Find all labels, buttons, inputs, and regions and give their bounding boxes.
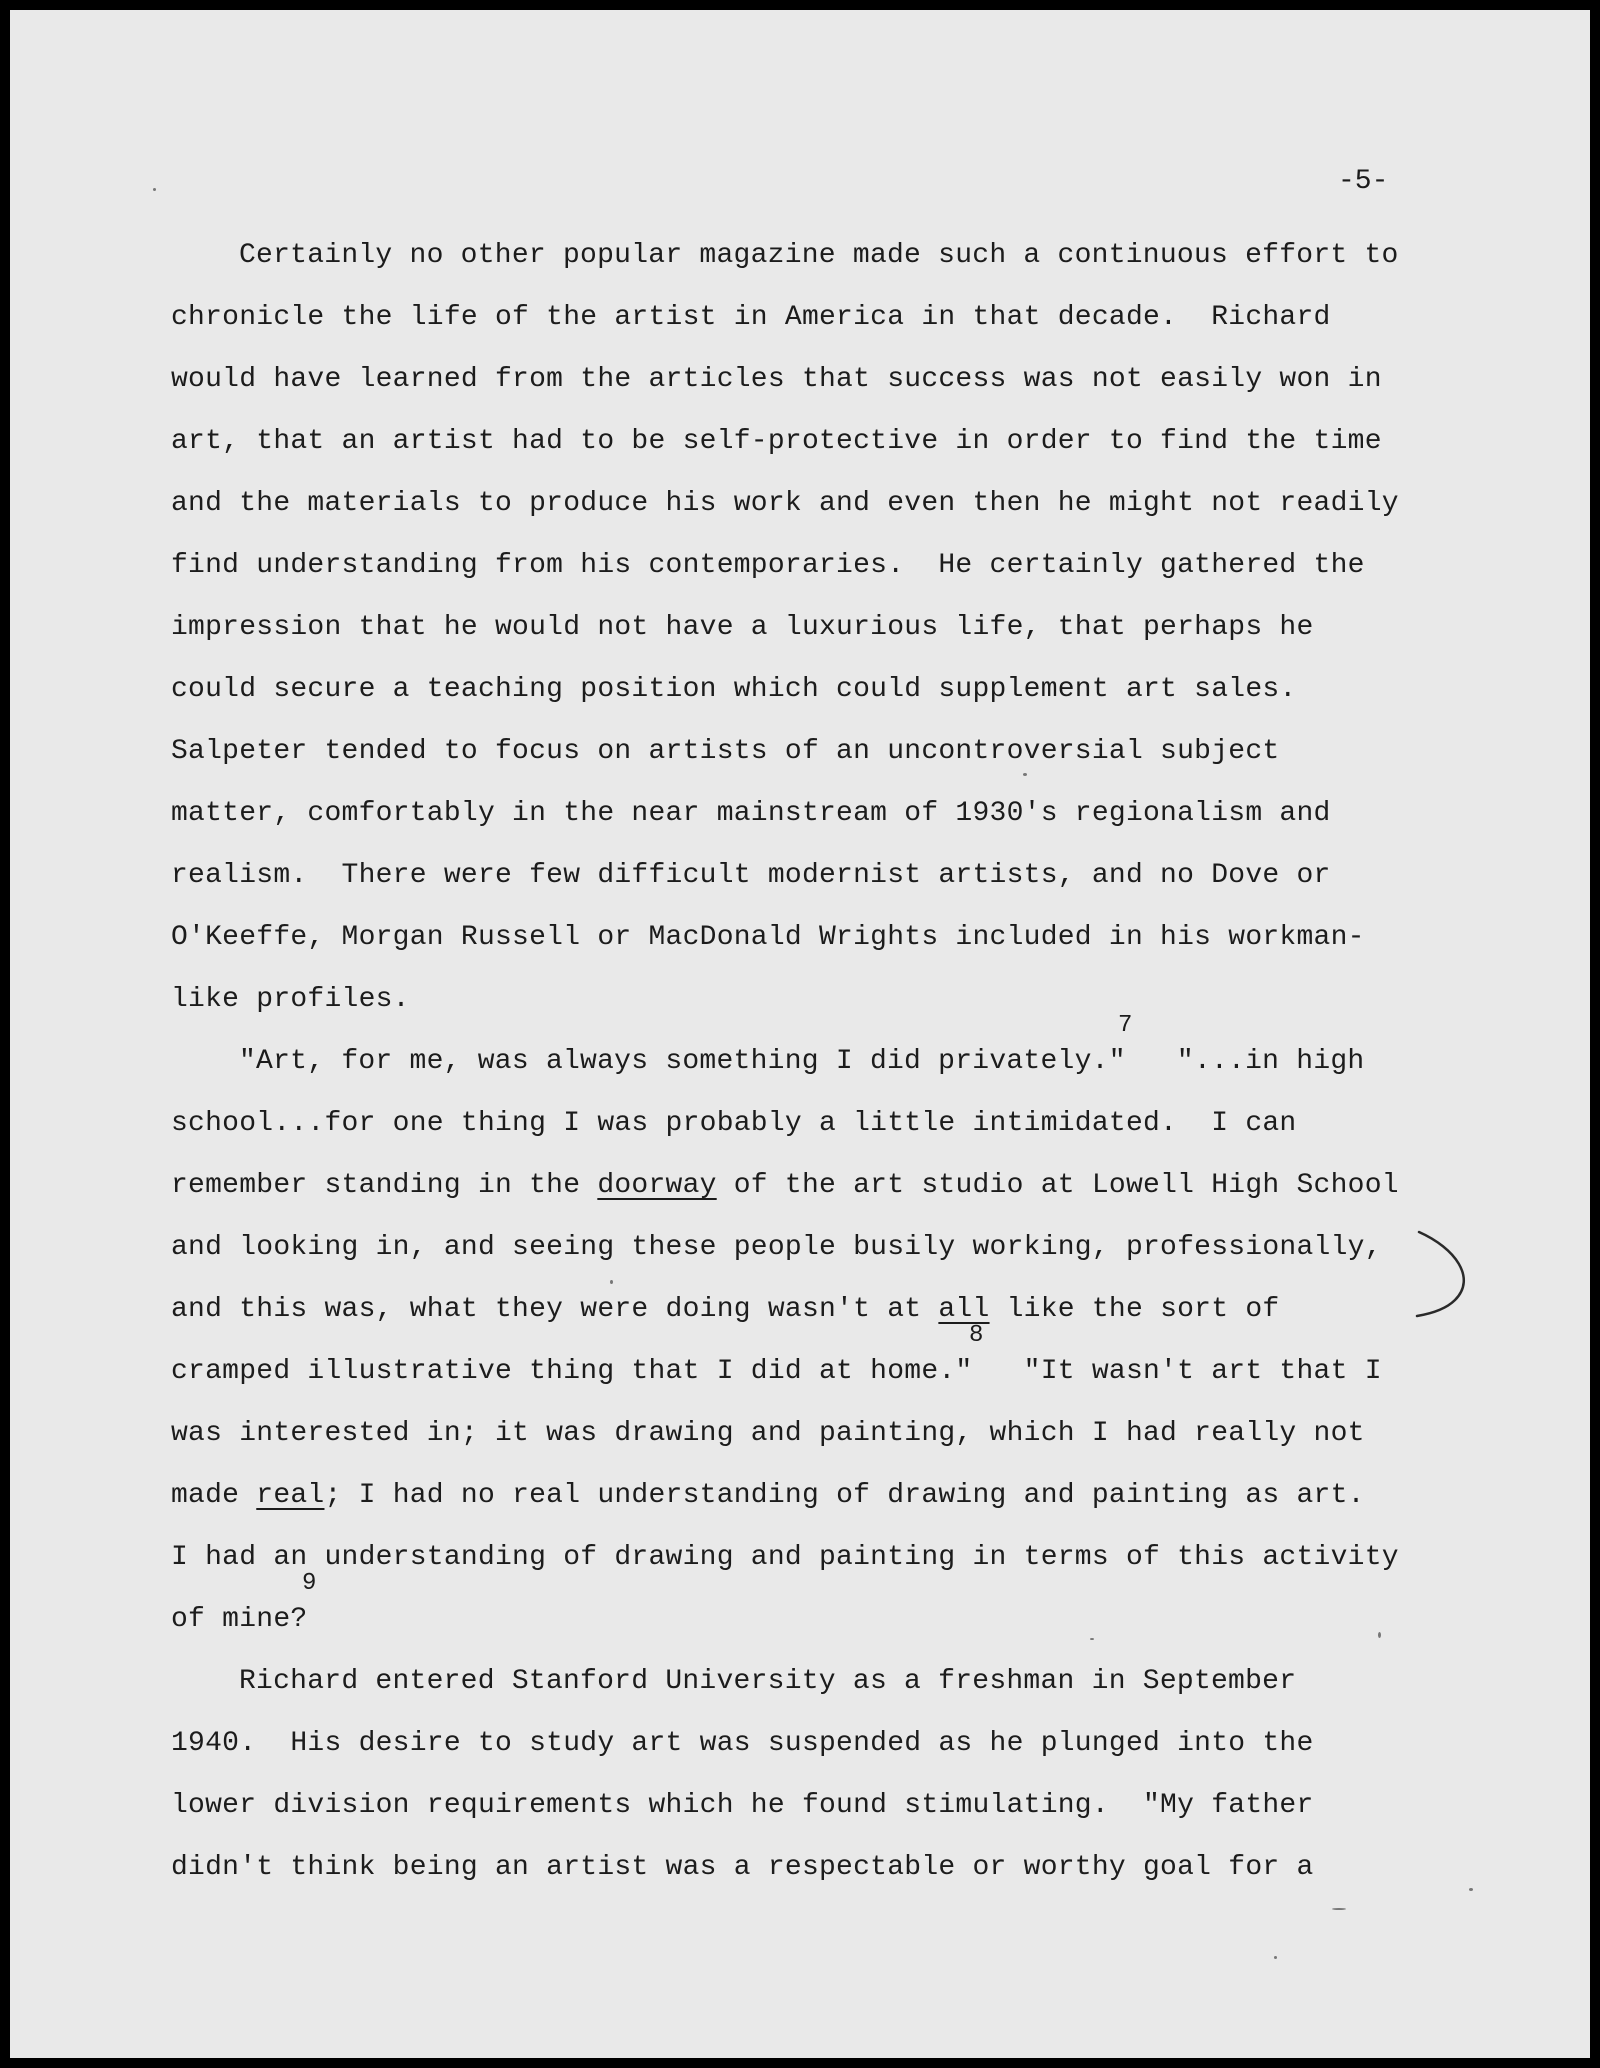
- scan-speck: [610, 1280, 613, 1284]
- text-line: "Art, for me, was always something I did privately." "...in high: [239, 1046, 1365, 1077]
- text-line: made real; I had no real understanding of drawing and painting as art.: [171, 1480, 1365, 1511]
- underlined-word: real: [256, 1480, 325, 1511]
- scan-speck: [1332, 1908, 1346, 1910]
- text-line: remember standing in the doorway of the art studio at Lowell High School: [171, 1170, 1399, 1201]
- page-number: -5-: [1338, 166, 1389, 197]
- document-page: [10, 10, 1590, 2058]
- text-line: didn't think being an artist was a respectable or worthy goal for a: [171, 1852, 1314, 1883]
- text-line: and the materials to produce his work and even then he might not readily: [171, 488, 1399, 519]
- text-line: and looking in, and seeing these people busily working, professionally,: [171, 1232, 1382, 1263]
- text-line: Richard entered Stanford University as a freshman in September: [239, 1666, 1297, 1697]
- text-line: find understanding from his contemporaries. He certainly gathered the: [171, 550, 1365, 581]
- text-line: lower division requirements which he found stimulating. "My father: [171, 1790, 1314, 1821]
- scan-speck: [1378, 1632, 1381, 1638]
- text-line: Certainly no other popular magazine made such a continuous effort to: [239, 240, 1399, 271]
- text-line: art, that an artist had to be self-protective in order to find the time: [171, 426, 1382, 457]
- text-line: would have learned from the articles that success was not easily won in: [171, 364, 1382, 395]
- underlined-word: all: [938, 1294, 990, 1325]
- text-line: cramped illustrative thing that I did at home." "It wasn't art that I: [171, 1356, 1382, 1387]
- text-line: O'Keeffe, Morgan Russell or MacDonald Wrights included in his workman-: [171, 922, 1365, 953]
- scan-speck: [1469, 1888, 1473, 1891]
- text-line: impression that he would not have a luxurious life, that perhaps he: [171, 612, 1314, 643]
- text-line: could secure a teaching position which could supplement art sales.: [171, 674, 1297, 705]
- underlined-word: doorway: [597, 1170, 717, 1201]
- text-line: and this was, what they were doing wasn't at all like the sort of: [171, 1294, 1280, 1325]
- scan-speck: [153, 188, 156, 191]
- footnote-marker-7: 7: [1118, 1012, 1133, 1039]
- scan-speck: [1023, 773, 1027, 776]
- text-line: of mine?: [171, 1604, 308, 1635]
- footnote-marker-9: 9: [302, 1570, 317, 1597]
- handwritten-bracket-mark: [1415, 1228, 1485, 1320]
- text-line: school...for one thing I was probably a little intimidated. I can: [171, 1108, 1297, 1139]
- text-line: like profiles.: [171, 984, 410, 1015]
- text-line: matter, comfortably in the near mainstream of 1930's regionalism and: [171, 798, 1331, 829]
- text-line: was interested in; it was drawing and painting, which I had really not: [171, 1418, 1365, 1449]
- scan-speck: [1090, 1638, 1094, 1640]
- footnote-marker-8: 8: [969, 1322, 984, 1349]
- text-line: chronicle the life of the artist in America in that decade. Richard: [171, 302, 1331, 333]
- text-line: 1940. His desire to study art was suspended as he plunged into the: [171, 1728, 1314, 1759]
- text-line: I had an understanding of drawing and painting in terms of this activity: [171, 1542, 1399, 1573]
- text-line: realism. There were few difficult modernist artists, and no Dove or: [171, 860, 1331, 891]
- scan-speck: [1274, 1956, 1277, 1959]
- text-line: Salpeter tended to focus on artists of an uncontroversial subject: [171, 736, 1280, 767]
